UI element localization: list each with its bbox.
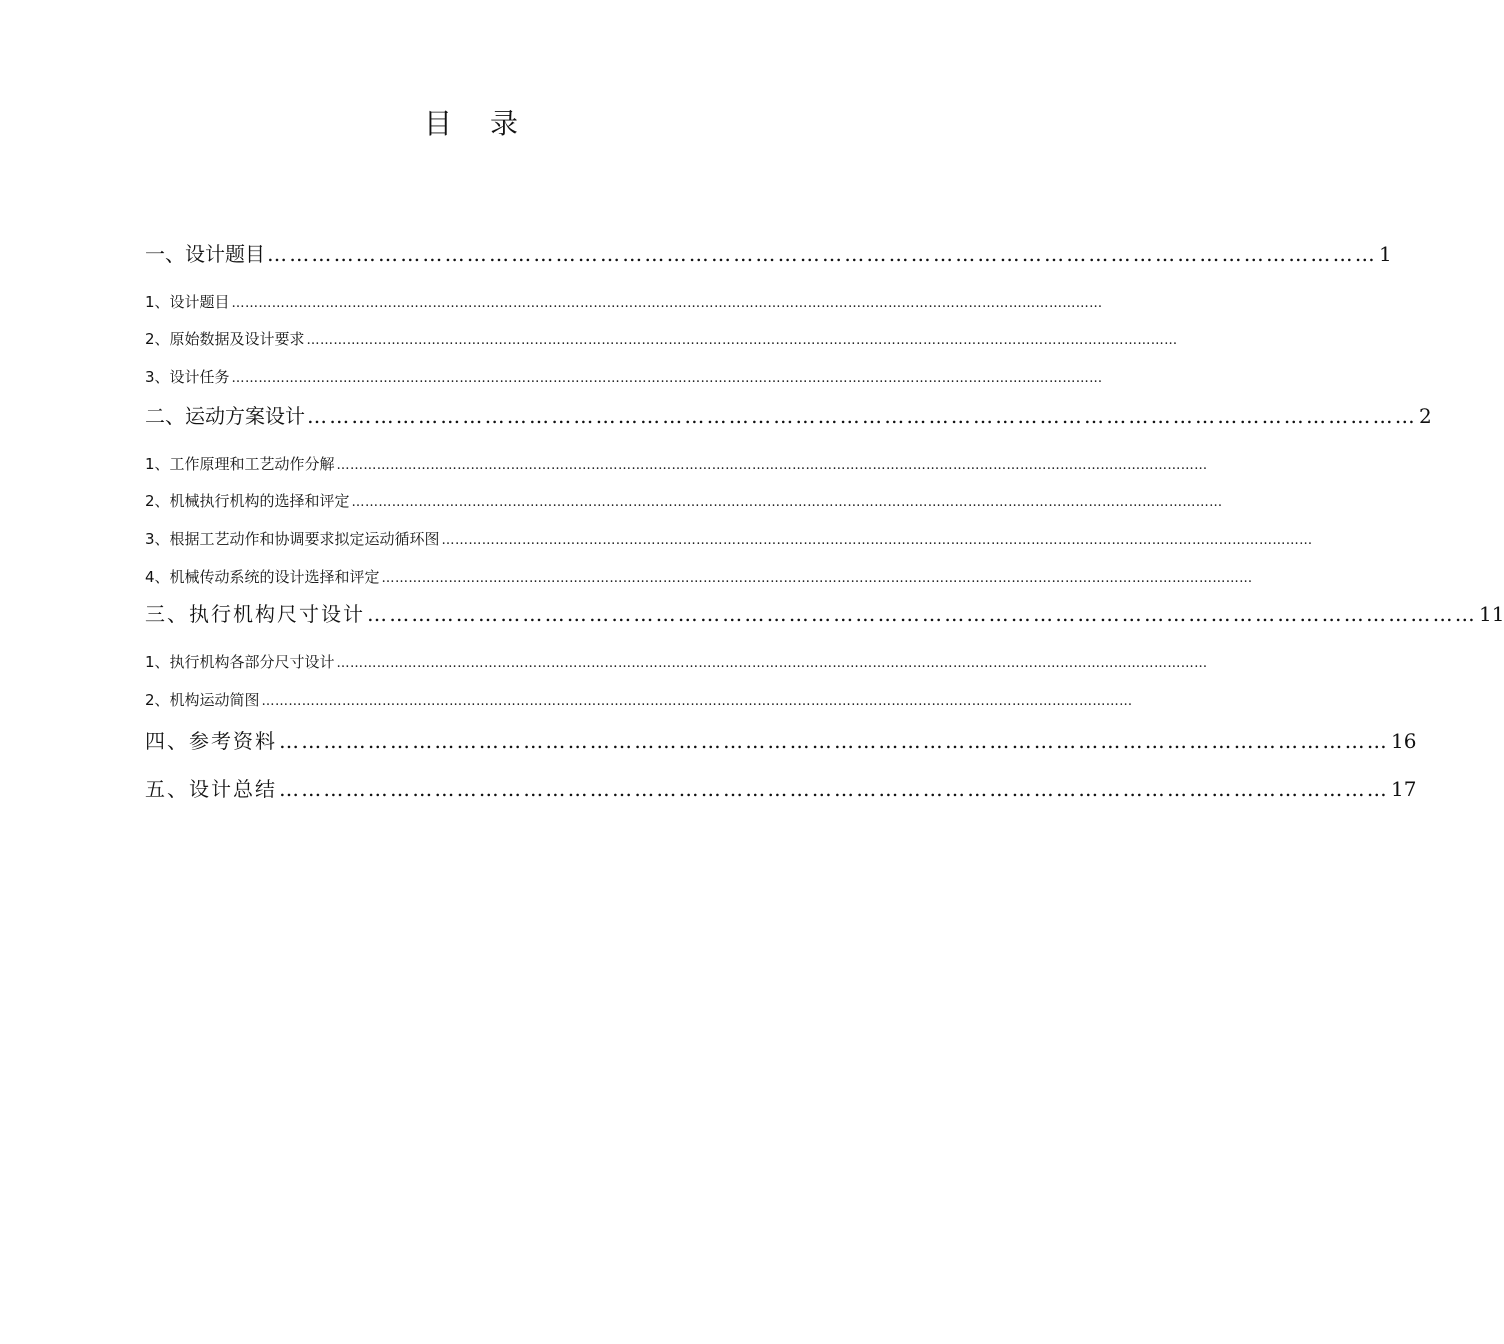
toc-dot-leader: …………………………………………………………………………………………………………………………………………………………………………… [306, 333, 1178, 348]
toc-dot-leader: …………………………………………………………………………………………………………………………………………………………………………… [261, 694, 1133, 709]
toc-dot-leader: …………………………………………………………………………………………………………………………………………………………………………… [336, 458, 1208, 473]
toc-entry-label: 3、设计任务 [145, 368, 230, 386]
toc-entry-1-1[interactable] [145, 291, 1103, 315]
toc-page-number: 2 [1419, 404, 1432, 428]
toc-entry-2-4[interactable] [145, 566, 1253, 590]
toc-entry-label: 1、执行机构各部分尺寸设计 [145, 653, 335, 671]
toc-entry-label: 2、机械执行机构的选择和评定 [145, 492, 350, 510]
toc-dot-leader: …………………………………………………………………………………………………………………………………… [279, 729, 1389, 753]
toc-entry-label: 4、机械传动系统的设计选择和评定 [145, 568, 380, 586]
toc-entry-label: 2、机构运动简图 [145, 691, 260, 709]
toc-dot-leader: …………………………………………………………………………………………………………………………………………………………………………… [381, 571, 1253, 586]
page-title: 目录 [423, 107, 556, 140]
toc-entry-label: 四、参考资料 [145, 729, 277, 753]
toc-entry-label: 1、工作原理和工艺动作分解 [145, 455, 335, 473]
toc-entry-1-3[interactable] [145, 366, 1103, 390]
toc-entry-label: 3、根据工艺动作和协调要求拟定运动循环图 [145, 530, 440, 548]
toc-entry-2-3[interactable] [145, 528, 1313, 552]
toc-dot-leader: …………………………………………………………………………………………………………………………………………………………………………… [336, 656, 1208, 671]
toc-dot-leader: …………………………………………………………………………………………………………………………………………………………………………… [441, 533, 1313, 548]
toc-entry-label: 1、设计题目 [145, 293, 230, 311]
toc-entry-label: 二、运动方案设计 [145, 404, 305, 428]
toc-entry-label: 五、设计总结 [145, 777, 277, 801]
toc-entry-section-1[interactable] [145, 240, 1392, 268]
toc-entry-section-2[interactable] [145, 402, 1432, 430]
toc-dot-leader: …………………………………………………………………………………………………………………………………………………………………………… [231, 296, 1103, 311]
toc-page-number: 16 [1391, 729, 1417, 753]
toc-dot-leader: …………………………………………………………………………………………………………………………………………………………………………… [351, 495, 1223, 510]
toc-dot-leader: …………………………………………………………………………………………………………………………………… [279, 777, 1389, 801]
toc-dot-leader: …………………………………………………………………………………………………………………………………………………………………………… [231, 371, 1103, 386]
toc-entry-2-1[interactable] [145, 453, 1208, 477]
toc-entry-label: 一、设计题目 [145, 242, 265, 266]
toc-page-number: 1 [1379, 242, 1392, 266]
toc-entry-section-3[interactable] [145, 600, 1504, 628]
toc-page-number: 17 [1391, 777, 1417, 801]
toc-entry-3-2[interactable] [145, 689, 1133, 713]
toc-entry-3-1[interactable] [145, 651, 1208, 675]
toc-entry-section-4[interactable] [145, 727, 1417, 755]
toc-dot-leader: …………………………………………………………………………………………………………………………………… [367, 602, 1477, 626]
toc-entry-2-2[interactable] [145, 490, 1223, 514]
toc-dot-leader: …………………………………………………………………………………………………………………………………… [267, 242, 1377, 266]
toc-entry-label: 三、执行机构尺寸设计 [145, 602, 365, 626]
toc-entry-section-5[interactable] [145, 775, 1417, 803]
toc-entry-1-2[interactable] [145, 328, 1178, 352]
toc-entry-label: 2、原始数据及设计要求 [145, 330, 305, 348]
toc-page-number: 11 [1479, 602, 1504, 626]
toc-dot-leader: …………………………………………………………………………………………………………………………………… [307, 404, 1417, 428]
